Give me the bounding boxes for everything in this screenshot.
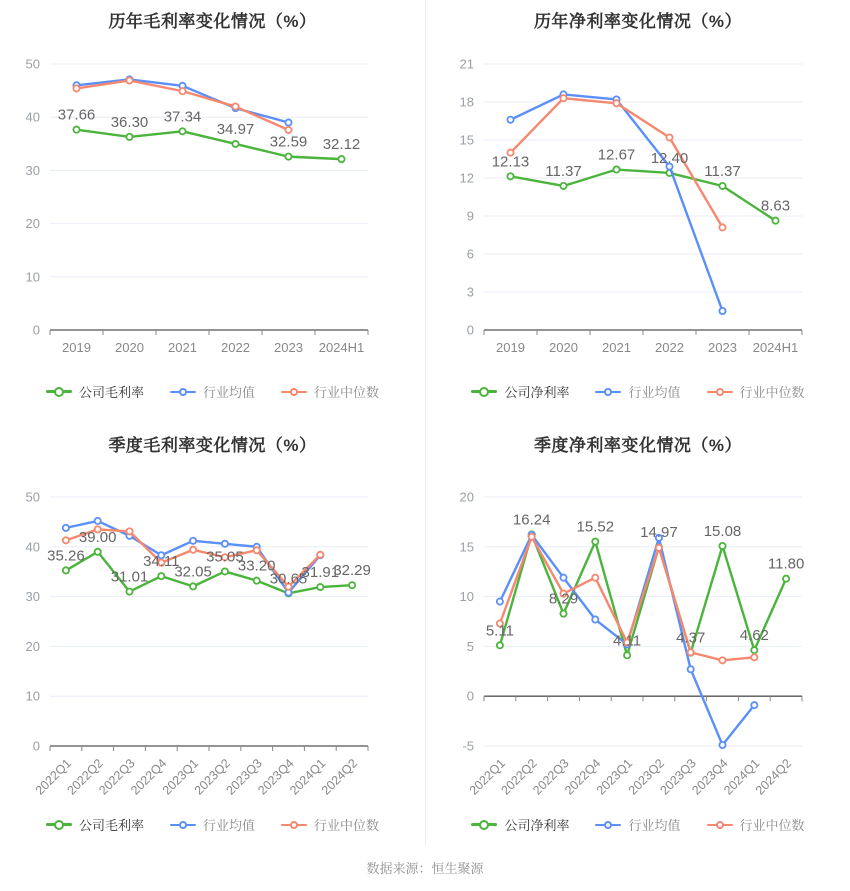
panel-annual-net-margin: [425, 0, 850, 422]
data-source-note: 数据来源：恒生聚源: [366, 861, 484, 876]
legend-label: 行业均值: [202, 385, 255, 400]
legend-label: 公司净利率: [504, 385, 570, 400]
y-tick-label: 0: [466, 322, 474, 338]
data-label-2022Q2: 16.24: [512, 511, 551, 529]
行业均值-point-2022Q4[interactable]: [592, 616, 598, 622]
y-tick-label: 0: [32, 322, 40, 338]
公司毛利率-point-2023[interactable]: [285, 154, 291, 160]
y-tick-label: 21: [459, 56, 474, 72]
legend-item-0[interactable]: [46, 815, 144, 834]
data-label-2020: 11.37: [545, 162, 582, 180]
annual-net-margin-chart[interactable]: [426, 40, 850, 380]
x-tick-label: 2024Q1: [287, 756, 329, 798]
legend-annual-gross-margin: [0, 382, 425, 401]
legend-label: 公司毛利率: [78, 385, 144, 400]
legend-line-circle-icon: [595, 819, 621, 830]
data-label-2024Q2: 11.80: [767, 555, 805, 573]
x-tick-label: 2023Q4: [689, 756, 731, 798]
legend-item-0[interactable]: [471, 815, 569, 834]
公司毛利率-point-2022Q3[interactable]: [126, 588, 132, 594]
行业中位数-point-2023Q3[interactable]: [688, 649, 694, 655]
data-label-2019: 12.13: [491, 153, 530, 171]
y-tick-label: 50: [25, 489, 40, 505]
x-tick-label: 2024H1: [752, 340, 799, 355]
legend-label: 行业均值: [628, 385, 681, 400]
legend-line-circle-icon: [707, 386, 733, 397]
y-tick-label: 10: [25, 688, 40, 704]
y-tick-label: 30: [25, 162, 40, 178]
panel-quarterly-net-margin: [425, 422, 850, 846]
行业均值-point-2022Q3[interactable]: [560, 575, 566, 581]
行业中位数-point-2020[interactable]: [560, 95, 566, 101]
data-label-2023Q4: 30.65: [269, 570, 308, 588]
legend-label: 行业中位数: [314, 818, 380, 833]
data-label-2022Q2: 39.00: [78, 528, 117, 546]
公司毛利率-point-2019[interactable]: [73, 127, 79, 133]
x-tick-label: 2024Q2: [752, 756, 795, 798]
行业均值-point-2022Q2[interactable]: [95, 518, 101, 524]
行业中位数-point-2019[interactable]: [73, 85, 79, 91]
x-tick-label: 2023: [274, 340, 303, 355]
legend-label: 行业中位数: [739, 385, 805, 400]
行业中位数-point-2022Q1[interactable]: [63, 537, 69, 543]
公司净利率-point-2021[interactable]: [613, 166, 619, 172]
y-tick-label: 6: [466, 246, 474, 262]
data-label-2024H1: 32.12: [322, 136, 361, 154]
x-tick-label: 2022Q3: [530, 756, 572, 798]
x-tick-label: 2023Q2: [625, 756, 668, 798]
行业中位数-point-2023Q2[interactable]: [656, 545, 662, 551]
legend-quarterly-gross-margin: [0, 815, 425, 834]
行业均值-point-2023[interactable]: [285, 119, 291, 125]
legend-label: 行业均值: [628, 818, 681, 833]
legend-label: 行业中位数: [314, 385, 380, 400]
data-label-2020: 36.30: [110, 113, 149, 131]
公司毛利率-point-2022Q4[interactable]: [158, 573, 164, 579]
x-tick-label: 2022Q2: [64, 756, 106, 798]
y-tick-label: 50: [25, 56, 40, 72]
公司净利率-point-2023Q1[interactable]: [624, 652, 630, 658]
data-label-2023Q2: 14.97: [640, 524, 678, 542]
公司毛利率-point-2024H1[interactable]: [338, 156, 344, 162]
x-tick-label: 2022Q3: [96, 756, 138, 798]
公司净利率-point-2020[interactable]: [560, 183, 566, 189]
行业中位数-point-2023[interactable]: [719, 224, 725, 230]
行业均值-point-2023Q1[interactable]: [190, 538, 196, 544]
公司毛利率-point-2021[interactable]: [179, 128, 185, 134]
y-tick-label: 12: [459, 170, 474, 186]
x-tick-label: 2023Q3: [223, 756, 265, 798]
legend-line-circle-icon: [471, 819, 497, 830]
data-label-2024Q1: 31.91: [301, 564, 340, 582]
x-tick-label: 2024H1: [318, 340, 365, 355]
公司净利率-point-2022Q4[interactable]: [592, 539, 598, 545]
公司净利率-point-2023Q4[interactable]: [719, 543, 725, 549]
chart-title-quarterly-gross-margin: 季度毛利率变化情况（%）: [108, 436, 317, 455]
y-tick-label: 3: [466, 284, 474, 300]
行业均值-point-2019[interactable]: [507, 117, 513, 123]
x-tick-label: 2022: [655, 340, 684, 355]
行业中位数-point-2022[interactable]: [666, 134, 672, 140]
data-label-2023Q2: 35.05: [206, 548, 244, 566]
公司净利率-point-2023[interactable]: [719, 183, 725, 189]
公司净利率-point-2019[interactable]: [507, 173, 513, 179]
legend-item-1[interactable]: [170, 382, 255, 401]
legend-item-2[interactable]: [707, 815, 805, 834]
公司毛利率-point-2020[interactable]: [126, 134, 132, 140]
行业中位数-point-2023Q1[interactable]: [190, 547, 196, 553]
公司净利率-point-2022Q1[interactable]: [497, 642, 503, 648]
行业中位数-point-2024Q1[interactable]: [751, 654, 757, 660]
x-tick-label: 2023Q4: [255, 756, 297, 798]
data-label-2022Q4: 34.11: [143, 553, 180, 571]
legend-line-circle-icon: [707, 819, 733, 830]
data-label-2019: 37.66: [57, 106, 96, 124]
x-tick-label: 2021: [168, 340, 197, 355]
公司净利率-point-2022Q3[interactable]: [560, 611, 566, 617]
y-tick-label: 20: [459, 489, 474, 505]
行业中位数-point-2024Q1[interactable]: [317, 552, 323, 558]
data-label-2024Q2: 32.29: [333, 562, 371, 580]
y-tick-label: -5: [462, 738, 474, 754]
x-tick-label: 2023Q3: [657, 756, 699, 798]
x-tick-label: 2023Q1: [159, 756, 202, 798]
legend-item-1[interactable]: [595, 382, 680, 401]
chart-title-annual-gross-margin: 历年毛利率变化情况（%）: [108, 12, 317, 31]
data-label-2023: 32.59: [269, 133, 308, 151]
行业中位数-point-2021[interactable]: [613, 100, 619, 106]
x-tick-label: 2021: [602, 340, 631, 355]
legend-line-circle-icon: [281, 386, 307, 397]
y-tick-label: 15: [459, 132, 474, 148]
x-tick-label: 2024Q1: [721, 756, 763, 798]
data-label-2022Q1: 35.26: [47, 547, 85, 565]
legend-line-circle-icon: [46, 386, 72, 397]
行业均值-point-2024Q1[interactable]: [751, 702, 757, 708]
y-tick-label: 0: [466, 688, 474, 704]
data-label-2022: 34.97: [216, 120, 255, 138]
data-label-2021: 12.67: [597, 146, 636, 164]
data-label-2023Q3: 33.20: [237, 557, 276, 575]
y-tick-label: 18: [459, 94, 474, 110]
data-label-2023: 11.37: [704, 162, 741, 180]
x-tick-label: 2022: [221, 340, 250, 355]
行业中位数-point-2022Q2[interactable]: [529, 534, 535, 540]
legend-item-0[interactable]: [471, 382, 569, 401]
y-tick-label: 0: [32, 738, 40, 754]
行业均值-point-2022Q1[interactable]: [63, 525, 69, 531]
y-tick-label: 40: [25, 539, 40, 555]
data-label-2022Q1: 5.11: [485, 622, 514, 640]
data-label-2023Q3: 4.37: [676, 629, 706, 647]
legend-line-circle-icon: [170, 819, 196, 830]
公司毛利率-point-2022Q2[interactable]: [95, 549, 101, 555]
data-label-2022Q3: 31.01: [110, 568, 149, 586]
y-tick-label: 30: [25, 589, 40, 605]
行业中位数-point-2021[interactable]: [179, 88, 185, 94]
y-tick-label: 20: [25, 216, 40, 232]
legend-item-1[interactable]: [595, 815, 680, 834]
行业中位数-point-2020[interactable]: [126, 77, 132, 83]
quarterly-net-margin-chart[interactable]: [426, 464, 850, 809]
公司毛利率-point-2023Q2[interactable]: [222, 568, 228, 574]
annual-gross-margin-chart[interactable]: [0, 40, 425, 380]
y-tick-label: 10: [459, 589, 474, 605]
x-tick-label: 2022Q2: [498, 756, 540, 798]
legend-line-circle-icon: [46, 819, 72, 830]
legend-item-2[interactable]: [281, 382, 379, 401]
行业中位数-point-2023Q3[interactable]: [254, 547, 260, 553]
data-label-2022: 12.40: [650, 149, 689, 167]
data-label-2021: 37.34: [163, 108, 202, 126]
行业中位数-point-2022Q4[interactable]: [592, 575, 598, 581]
y-tick-label: 10: [25, 269, 40, 285]
legend-item-0[interactable]: [46, 382, 144, 401]
legend-label: 行业中位数: [739, 818, 805, 833]
y-tick-label: 20: [25, 638, 40, 654]
y-tick-label: 15: [459, 539, 474, 555]
quarterly-gross-margin-chart[interactable]: [0, 464, 425, 809]
legend-line-circle-icon: [471, 386, 497, 397]
legend-line-circle-icon: [170, 386, 196, 397]
行业均值-point-2023[interactable]: [719, 308, 725, 314]
legend-label: 公司净利率: [504, 818, 570, 833]
x-tick-label: 2020: [115, 340, 144, 355]
x-tick-label: 2020: [549, 340, 578, 355]
x-tick-label: 2023Q2: [191, 756, 234, 798]
x-tick-label: 2024Q2: [318, 756, 361, 798]
panel-annual-gross-margin: [0, 0, 425, 422]
legend-quarterly-net-margin: [426, 815, 850, 834]
chart-title-quarterly-net-margin: 季度净利率变化情况（%）: [533, 436, 743, 455]
公司净利率-point-2024Q1[interactable]: [751, 647, 757, 653]
公司毛利率-point-2023Q3[interactable]: [254, 578, 260, 584]
data-label-2023Q1: 32.05: [174, 563, 212, 581]
legend-annual-net-margin: [426, 382, 850, 401]
行业中位数-point-2023[interactable]: [285, 127, 291, 133]
x-tick-label: 2023Q1: [593, 756, 636, 798]
行业中位数-point-2023Q4[interactable]: [719, 657, 725, 663]
公司毛利率-point-2024Q2[interactable]: [349, 582, 355, 588]
legend-item-2[interactable]: [281, 815, 379, 834]
公司净利率-point-2024Q2[interactable]: [783, 576, 789, 582]
行业中位数-point-2022Q3[interactable]: [126, 528, 132, 534]
x-tick-label: 2023: [708, 340, 737, 355]
行业均值-point-2022Q1[interactable]: [497, 598, 503, 604]
data-label-2022Q3: 8.29: [548, 590, 579, 608]
x-tick-label: 2019: [62, 340, 91, 355]
legend-line-circle-icon: [281, 819, 307, 830]
公司毛利率-point-2022Q1[interactable]: [63, 567, 69, 573]
data-label-2024Q1: 4.62: [739, 627, 769, 645]
legend-label: 行业均值: [202, 818, 255, 833]
data-label-2022Q4: 15.52: [576, 518, 615, 536]
data-label-2023Q1: 4.11: [613, 632, 642, 650]
legend-item-2[interactable]: [707, 382, 805, 401]
panel-quarterly-gross-margin: [0, 422, 425, 846]
y-tick-label: 9: [466, 208, 474, 224]
y-tick-label: 40: [25, 109, 40, 125]
行业中位数-point-2022[interactable]: [232, 103, 238, 109]
x-tick-label: 2022Q1: [32, 756, 75, 798]
公司毛利率-point-2022[interactable]: [232, 141, 238, 147]
行业均值-point-2023Q3[interactable]: [688, 666, 694, 672]
legend-label: 公司毛利率: [78, 818, 144, 833]
y-tick-label: 5: [466, 638, 474, 654]
chart-title-annual-net-margin: 历年净利率变化情况（%）: [533, 12, 743, 31]
legend-line-circle-icon: [595, 386, 621, 397]
x-tick-label: 2022Q1: [466, 756, 509, 798]
data-label-2024H1: 8.63: [760, 197, 791, 215]
公司毛利率-point-2024Q1[interactable]: [317, 584, 323, 590]
行业均值-point-2023Q2[interactable]: [222, 541, 228, 547]
行业均值-line: [511, 94, 723, 311]
x-tick-label: 2022Q4: [562, 756, 604, 798]
公司毛利率-point-2023Q1[interactable]: [190, 583, 196, 589]
legend-item-1[interactable]: [170, 815, 255, 834]
x-tick-label: 2022Q4: [128, 756, 170, 798]
x-tick-label: 2019: [496, 340, 525, 355]
data-label-2023Q4: 15.08: [703, 523, 742, 541]
行业均值-point-2023Q4[interactable]: [719, 742, 725, 748]
公司净利率-point-2024H1[interactable]: [772, 218, 778, 224]
